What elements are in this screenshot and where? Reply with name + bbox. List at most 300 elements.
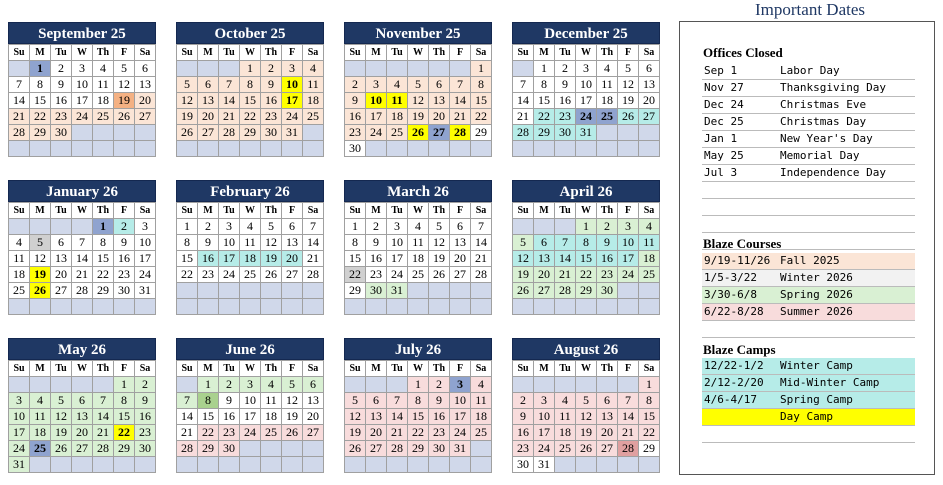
empty-cell — [387, 141, 408, 157]
day-cell: 10 — [618, 235, 639, 251]
empty-cell — [534, 299, 555, 315]
empty-cell — [408, 61, 429, 77]
day-cell: 11 — [471, 393, 492, 409]
empty-cell — [639, 125, 660, 141]
weekday-header: W — [576, 361, 597, 377]
day-cell: 11 — [387, 93, 408, 109]
event-name: Winter Camp — [780, 359, 853, 372]
day-cell: 9 — [429, 393, 450, 409]
day-cell: 2 — [261, 61, 282, 77]
day-cell: 14 — [555, 251, 576, 267]
day-cell: 5 — [51, 393, 72, 409]
weekday-header: M — [534, 203, 555, 219]
empty-cell — [9, 61, 30, 77]
date-range: 12/22-1/2 — [704, 359, 764, 372]
weekday-header: M — [30, 203, 51, 219]
empty-cell — [534, 219, 555, 235]
day-cell: 6 — [429, 77, 450, 93]
day-cell: 1 — [471, 61, 492, 77]
empty-cell — [114, 457, 135, 473]
event-name: Mid-Winter Camp — [780, 376, 880, 389]
empty-cell — [429, 457, 450, 473]
month-calendar — [344, 338, 492, 473]
day-cell: 27 — [450, 267, 471, 283]
day-cell: 15 — [471, 93, 492, 109]
weekday-header: Sa — [471, 203, 492, 219]
day-cell: 13 — [135, 77, 156, 93]
day-cell: 12 — [30, 251, 51, 267]
day-cell: 26 — [618, 109, 639, 125]
date-range: Dec 25 — [704, 115, 744, 128]
day-cell: 8 — [408, 393, 429, 409]
date-range: 6/22-8/28 — [704, 305, 764, 318]
day-cell: 1 — [534, 61, 555, 77]
day-cell: 9 — [135, 393, 156, 409]
day-cell: 8 — [177, 235, 198, 251]
day-cell: 2 — [597, 219, 618, 235]
day-cell: 22 — [198, 425, 219, 441]
empty-cell — [198, 141, 219, 157]
day-cell: 7 — [387, 393, 408, 409]
day-cell: 30 — [555, 125, 576, 141]
empty-cell — [30, 141, 51, 157]
day-cell: 26 — [282, 425, 303, 441]
empty-cell — [240, 283, 261, 299]
day-cell: 3 — [240, 377, 261, 393]
day-cell: 26 — [114, 109, 135, 125]
day-cell: 13 — [450, 235, 471, 251]
day-cell: 25 — [93, 109, 114, 125]
day-cell: 20 — [135, 93, 156, 109]
month-title: March 26 — [344, 180, 492, 202]
day-cell: 10 — [387, 235, 408, 251]
weekday-header: Th — [597, 203, 618, 219]
month-calendar — [176, 22, 324, 157]
day-cell: 28 — [9, 125, 30, 141]
offices-closed-title: Offices Closed — [703, 45, 783, 60]
weekday-header: Th — [429, 361, 450, 377]
day-cell: 29 — [93, 283, 114, 299]
day-cell: 25 — [471, 425, 492, 441]
day-cell: 17 — [219, 251, 240, 267]
weekday-header: Th — [261, 203, 282, 219]
important-dates-title: Important Dates — [755, 0, 865, 19]
date-range: 3/30-6/8 — [704, 288, 757, 301]
day-cell: 30 — [429, 441, 450, 457]
month-calendar — [8, 180, 156, 315]
day-cell: 2 — [555, 61, 576, 77]
day-cell: 23 — [261, 109, 282, 125]
empty-cell — [261, 141, 282, 157]
day-cell: 14 — [72, 251, 93, 267]
day-cell: 1 — [240, 61, 261, 77]
day-cell: 3 — [366, 77, 387, 93]
day-cell: 5 — [30, 235, 51, 251]
day-cell: 16 — [597, 251, 618, 267]
day-cell: 9 — [555, 77, 576, 93]
day-cell: 23 — [198, 267, 219, 283]
day-cell: 11 — [9, 251, 30, 267]
date-range: Jul 3 — [704, 166, 738, 179]
day-cell: 17 — [366, 109, 387, 125]
day-cell: 7 — [303, 219, 324, 235]
day-cell: 24 — [618, 267, 639, 283]
empty-cell — [51, 377, 72, 393]
month-calendar — [512, 22, 660, 157]
day-cell: 17 — [282, 93, 303, 109]
date-range: Nov 27 — [704, 81, 744, 94]
empty-cell — [597, 457, 618, 473]
day-cell: 2 — [51, 61, 72, 77]
empty-cell — [219, 299, 240, 315]
date-range — [702, 199, 780, 215]
date-row — [702, 253, 915, 270]
day-cell: 5 — [429, 219, 450, 235]
date-range — [702, 216, 780, 232]
day-cell: 26 — [513, 283, 534, 299]
month-title: July 26 — [344, 338, 492, 360]
day-cell: 18 — [9, 267, 30, 283]
day-cell: 16 — [555, 93, 576, 109]
weekday-header: Sa — [471, 45, 492, 61]
weekday-header: F — [282, 45, 303, 61]
day-cell: 18 — [93, 93, 114, 109]
empty-cell — [429, 141, 450, 157]
day-cell: 25 — [303, 109, 324, 125]
day-cell: 16 — [513, 425, 534, 441]
day-cell: 21 — [555, 267, 576, 283]
day-cell: 5 — [345, 393, 366, 409]
event-name — [780, 199, 915, 215]
blaze-courses-list — [702, 253, 915, 338]
weekday-header: F — [618, 203, 639, 219]
month-calendar — [8, 338, 156, 473]
day-cell: 15 — [30, 93, 51, 109]
day-cell: 24 — [219, 267, 240, 283]
empty-cell — [576, 299, 597, 315]
day-cell: 10 — [135, 235, 156, 251]
day-cell: 4 — [9, 235, 30, 251]
day-cell: 20 — [450, 251, 471, 267]
weekday-header: Su — [177, 45, 198, 61]
empty-cell — [114, 125, 135, 141]
day-cell: 13 — [282, 235, 303, 251]
weekday-header: W — [408, 203, 429, 219]
event-name — [780, 426, 915, 442]
empty-cell — [576, 457, 597, 473]
empty-cell — [93, 457, 114, 473]
day-cell: 24 — [576, 109, 597, 125]
weekday-header: W — [72, 45, 93, 61]
weekday-header: M — [366, 361, 387, 377]
day-cell: 15 — [240, 93, 261, 109]
day-cell: 18 — [555, 425, 576, 441]
day-cell: 6 — [366, 393, 387, 409]
empty-cell — [408, 457, 429, 473]
weekday-header: Tu — [51, 203, 72, 219]
day-cell: 5 — [408, 77, 429, 93]
weekday-header: W — [576, 203, 597, 219]
date-range: Jan 1 — [704, 132, 738, 145]
day-cell: 20 — [72, 425, 93, 441]
day-cell: 10 — [534, 409, 555, 425]
day-cell: 16 — [345, 109, 366, 125]
date-row — [702, 97, 915, 114]
day-cell: 23 — [597, 267, 618, 283]
date-row — [702, 80, 915, 97]
event-name: Christmas Eve — [780, 98, 867, 111]
day-cell: 23 — [513, 441, 534, 457]
weekday-header: Tu — [219, 45, 240, 61]
day-cell: 19 — [345, 425, 366, 441]
day-cell: 15 — [114, 409, 135, 425]
weekday-header: Tu — [387, 361, 408, 377]
day-cell: 29 — [639, 441, 660, 457]
day-cell: 5 — [114, 61, 135, 77]
empty-cell — [72, 457, 93, 473]
day-cell: 25 — [9, 283, 30, 299]
weekday-header: Tu — [555, 361, 576, 377]
month-calendar — [344, 22, 492, 157]
weekday-header: M — [198, 361, 219, 377]
date-row — [702, 270, 915, 287]
day-cell: 5 — [618, 61, 639, 77]
month-grid — [512, 202, 660, 315]
empty-cell — [471, 441, 492, 457]
day-cell: 9 — [261, 77, 282, 93]
month-grid — [176, 44, 324, 157]
empty-cell — [282, 441, 303, 457]
day-cell: 30 — [345, 141, 366, 157]
day-cell: 18 — [303, 93, 324, 109]
event-name: Labor Day — [780, 64, 840, 77]
day-cell: 20 — [597, 425, 618, 441]
day-cell: 19 — [30, 267, 51, 283]
day-cell: 9 — [219, 393, 240, 409]
month-grid — [8, 44, 156, 157]
day-cell: 30 — [597, 283, 618, 299]
empty-cell — [345, 299, 366, 315]
month-grid — [344, 360, 492, 473]
weekday-header: Su — [177, 203, 198, 219]
empty-cell — [555, 299, 576, 315]
day-cell: 21 — [93, 425, 114, 441]
day-cell: 16 — [366, 251, 387, 267]
day-cell: 5 — [513, 235, 534, 251]
day-cell: 3 — [219, 219, 240, 235]
day-cell: 8 — [576, 235, 597, 251]
day-cell: 30 — [261, 125, 282, 141]
empty-cell — [303, 283, 324, 299]
empty-cell — [513, 61, 534, 77]
day-cell: 18 — [471, 409, 492, 425]
weekday-header: F — [282, 361, 303, 377]
day-cell: 7 — [9, 77, 30, 93]
day-cell: 4 — [471, 377, 492, 393]
empty-cell — [618, 141, 639, 157]
day-cell: 3 — [72, 61, 93, 77]
day-cell: 27 — [51, 283, 72, 299]
empty-cell — [177, 141, 198, 157]
weekday-header: Sa — [639, 45, 660, 61]
day-cell: 23 — [135, 425, 156, 441]
empty-cell — [450, 141, 471, 157]
empty-cell — [219, 141, 240, 157]
day-cell: 12 — [114, 77, 135, 93]
empty-cell — [555, 141, 576, 157]
day-cell: 7 — [555, 235, 576, 251]
day-cell: 25 — [261, 425, 282, 441]
day-cell: 16 — [135, 409, 156, 425]
empty-cell — [114, 299, 135, 315]
empty-cell — [261, 299, 282, 315]
day-cell: 20 — [366, 425, 387, 441]
date-row — [702, 199, 915, 216]
day-cell: 25 — [597, 109, 618, 125]
day-cell: 26 — [51, 441, 72, 457]
day-cell: 4 — [387, 77, 408, 93]
day-cell: 8 — [93, 235, 114, 251]
date-row — [702, 216, 915, 233]
month-title: December 25 — [512, 22, 660, 44]
empty-cell — [345, 377, 366, 393]
weekday-header: Su — [9, 203, 30, 219]
day-cell: 6 — [72, 393, 93, 409]
day-cell: 29 — [198, 441, 219, 457]
date-row — [702, 426, 915, 443]
day-cell: 28 — [450, 125, 471, 141]
month-title: May 26 — [8, 338, 156, 360]
month-grid — [8, 202, 156, 315]
day-cell: 12 — [261, 235, 282, 251]
month-calendar — [344, 180, 492, 315]
day-cell: 29 — [30, 125, 51, 141]
day-cell: 30 — [51, 125, 72, 141]
weekday-header: Sa — [639, 361, 660, 377]
day-cell: 3 — [618, 219, 639, 235]
empty-cell — [240, 299, 261, 315]
day-cell: 18 — [240, 251, 261, 267]
day-cell: 19 — [618, 93, 639, 109]
day-cell: 8 — [534, 77, 555, 93]
empty-cell — [135, 125, 156, 141]
event-name: Spring Camp — [780, 393, 853, 406]
day-cell: 20 — [51, 267, 72, 283]
day-cell: 24 — [387, 267, 408, 283]
weekday-header: Tu — [555, 45, 576, 61]
weekday-header: M — [366, 45, 387, 61]
day-cell: 12 — [282, 393, 303, 409]
day-cell: 16 — [261, 93, 282, 109]
day-cell: 10 — [240, 393, 261, 409]
day-cell: 12 — [576, 409, 597, 425]
weekday-header: Sa — [135, 45, 156, 61]
day-cell: 31 — [9, 457, 30, 473]
empty-cell — [387, 457, 408, 473]
blaze-camps-title: Blaze Camps — [703, 342, 776, 357]
day-cell: 31 — [282, 125, 303, 141]
weekday-header: M — [30, 45, 51, 61]
empty-cell — [387, 299, 408, 315]
day-cell: 12 — [618, 77, 639, 93]
day-cell: 22 — [345, 267, 366, 283]
day-cell: 28 — [513, 125, 534, 141]
day-cell: 28 — [93, 441, 114, 457]
day-cell: 8 — [30, 77, 51, 93]
day-cell: 29 — [240, 125, 261, 141]
day-cell: 21 — [72, 267, 93, 283]
empty-cell — [261, 457, 282, 473]
day-cell: 23 — [51, 109, 72, 125]
weekday-header: Su — [9, 45, 30, 61]
day-cell: 29 — [345, 283, 366, 299]
empty-cell — [93, 125, 114, 141]
day-cell: 13 — [72, 409, 93, 425]
day-cell: 27 — [366, 441, 387, 457]
empty-cell — [219, 61, 240, 77]
day-cell: 1 — [114, 377, 135, 393]
event-name: Memorial Day — [780, 149, 860, 162]
day-cell: 12 — [513, 251, 534, 267]
day-cell: 23 — [114, 267, 135, 283]
date-range — [702, 409, 780, 425]
empty-cell — [93, 141, 114, 157]
empty-cell — [240, 441, 261, 457]
date-range: 4/6-4/17 — [704, 393, 757, 406]
day-cell: 13 — [534, 251, 555, 267]
day-cell: 28 — [471, 267, 492, 283]
empty-cell — [408, 283, 429, 299]
day-cell: 8 — [639, 393, 660, 409]
empty-cell — [30, 457, 51, 473]
date-row — [702, 358, 915, 375]
blaze-camps-list — [702, 358, 915, 443]
day-cell: 12 — [51, 409, 72, 425]
empty-cell — [576, 377, 597, 393]
empty-cell — [639, 457, 660, 473]
day-cell: 21 — [9, 109, 30, 125]
date-row — [702, 63, 915, 80]
date-row — [702, 409, 915, 426]
day-cell: 24 — [450, 425, 471, 441]
blaze-courses-title: Blaze Courses — [703, 236, 782, 251]
day-cell: 11 — [93, 77, 114, 93]
event-name: Fall 2025 — [780, 254, 840, 267]
day-cell: 16 — [429, 409, 450, 425]
day-cell: 6 — [639, 61, 660, 77]
day-cell: 2 — [345, 77, 366, 93]
date-row — [702, 114, 915, 131]
day-cell: 8 — [240, 77, 261, 93]
day-cell: 23 — [366, 267, 387, 283]
weekday-header: Th — [429, 203, 450, 219]
date-range: 1/5-3/22 — [704, 271, 757, 284]
day-cell: 25 — [555, 441, 576, 457]
day-cell: 28 — [618, 441, 639, 457]
day-cell: 8 — [198, 393, 219, 409]
day-cell: 17 — [72, 93, 93, 109]
day-cell: 18 — [639, 251, 660, 267]
month-grid — [344, 44, 492, 157]
weekday-header: F — [114, 45, 135, 61]
day-cell: 26 — [429, 267, 450, 283]
weekday-header: F — [282, 203, 303, 219]
day-cell: 10 — [576, 77, 597, 93]
day-cell: 7 — [450, 77, 471, 93]
weekday-header: Th — [93, 45, 114, 61]
day-cell: 24 — [240, 425, 261, 441]
weekday-header: Th — [429, 45, 450, 61]
